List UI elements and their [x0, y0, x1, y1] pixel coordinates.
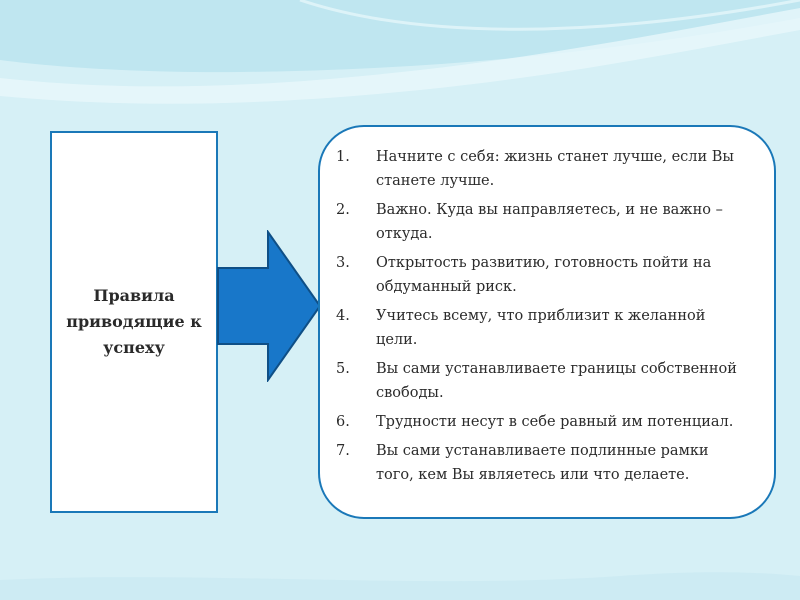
rules-list-box	[318, 125, 776, 519]
rule-number: 4.	[336, 308, 350, 324]
rules-list	[332, 145, 748, 487]
rule-item	[332, 410, 748, 434]
rule-number: 2.	[336, 202, 350, 218]
rule-item	[332, 145, 748, 193]
rule-item	[332, 304, 748, 352]
rule-text: Открытость развитию, готовность пойти на обдуманный риск.	[376, 255, 712, 295]
rule-text: Важно. Куда вы направляетесь, и не важно – откуда.	[376, 202, 723, 242]
rule-text: Учитесь всему, что приблизит к желанной цели.	[376, 308, 706, 348]
rules-title: Правила приводящие к успеху	[66, 286, 202, 357]
rule-number: 3.	[336, 255, 350, 271]
rule-text: Начните с себя: жизнь станет лучше, если Вы станете лучше.	[376, 149, 734, 189]
rule-item	[332, 251, 748, 299]
rule-item	[332, 198, 748, 246]
rule-number: 6.	[336, 414, 350, 430]
rule-text: Вы сами устанавливаете границы собственной свободы.	[376, 361, 737, 401]
rule-number: 7.	[336, 443, 350, 459]
right-arrow-icon	[216, 230, 324, 382]
rule-text: Вы сами устанавливаете подлинные рамки того, кем Вы являетесь или что делаете.	[376, 443, 709, 483]
rules-title-box	[50, 131, 218, 513]
rule-item	[332, 439, 748, 487]
rule-item	[332, 357, 748, 405]
rule-number: 5.	[336, 361, 350, 377]
rule-text: Трудности несут в себе равный им потенциал.	[376, 414, 734, 430]
rule-number: 1.	[336, 149, 350, 165]
